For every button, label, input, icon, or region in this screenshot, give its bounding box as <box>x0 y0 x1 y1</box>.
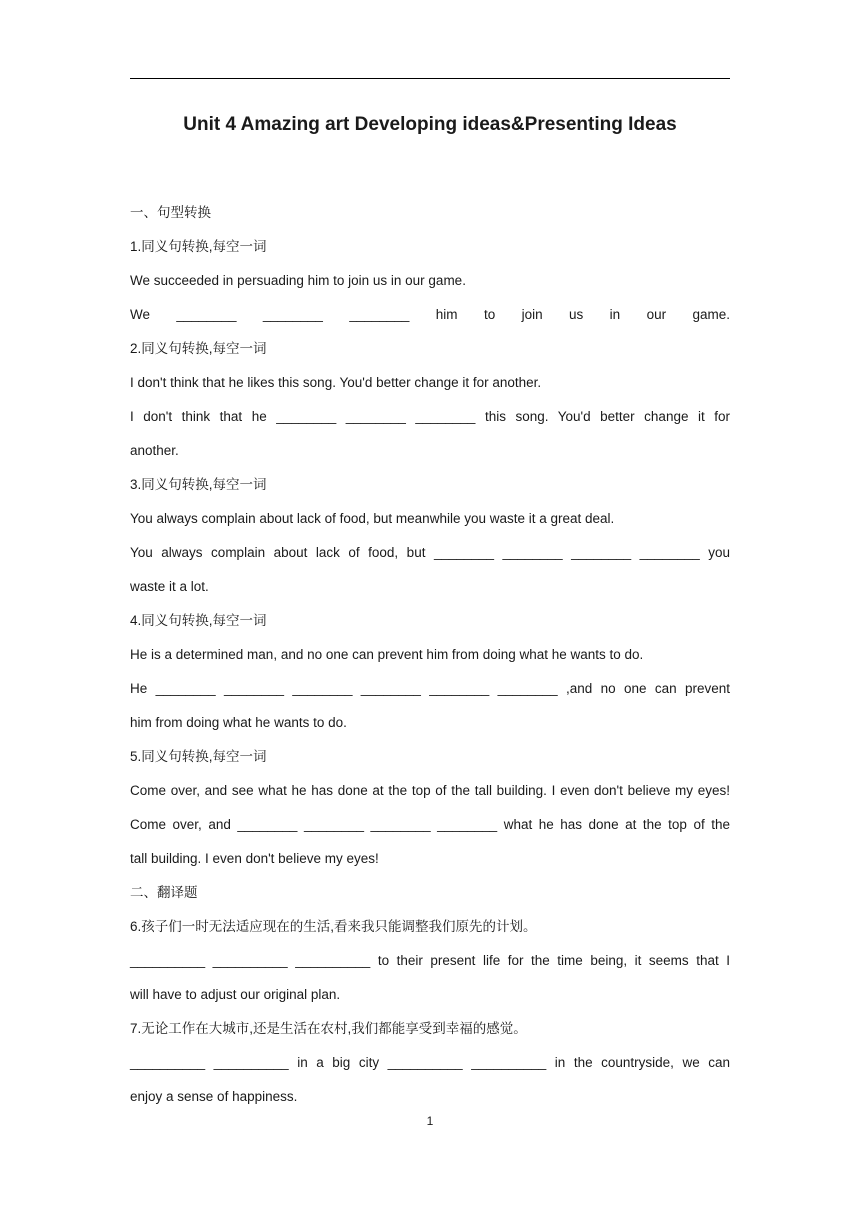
question-instruction: 1.同义句转换,每空一词 <box>130 239 267 254</box>
rewrite-line: tall building. I even don't believe my eyes! <box>130 851 379 866</box>
section-heading: 一、句型转换 <box>130 205 211 221</box>
page-title: Unit 4 Amazing art Developing ideas&Presenting Ideas <box>183 114 677 135</box>
original-sentence: Come over, and see what he has done at the top of the tall building. I even don't believe my eyes! <box>130 783 730 798</box>
question-instruction: 6.孩子们一时无法适应现在的生活,看来我只能调整我们原先的计划。 <box>130 919 537 934</box>
rewrite-line: __________ __________ __________ to their present life for the time being, it seems that I <box>130 953 730 968</box>
rewrite-line: __________ __________ in a big city __________ __________ in the countryside, we can <box>130 1055 730 1070</box>
rewrite-line: another. <box>130 443 179 458</box>
question-instruction: 7.无论工作在大城市,还是生活在农村,我们都能享受到幸福的感觉。 <box>130 1021 527 1036</box>
section-heading: 二、翻译题 <box>130 885 198 901</box>
rewrite-line: enjoy a sense of happiness. <box>130 1089 298 1104</box>
rewrite-line: He ________ ________ ________ ________ ________ ________ ,and no one can prevent <box>130 681 730 696</box>
rewrite-line: You always complain about lack of food, but ________ ________ ________ ________ you <box>130 545 730 560</box>
rewrite-line: We ________ ________ ________ him to join us in our game. <box>130 307 730 322</box>
rewrite-line: I don't think that he ________ ________ ________ this song. You'd better change it for <box>130 409 730 424</box>
question-instruction: 5.同义句转换,每空一词 <box>130 749 267 764</box>
page-number: 1 <box>426 1114 434 1128</box>
original-sentence: I don't think that he likes this song. You'd better change it for another. <box>130 375 542 390</box>
rewrite-line: will have to adjust our original plan. <box>130 987 341 1002</box>
original-sentence: You always complain about lack of food, but meanwhile you waste it a great deal. <box>130 511 615 526</box>
question-instruction: 2.同义句转换,每空一词 <box>130 341 267 356</box>
original-sentence: He is a determined man, and no one can prevent him from doing what he wants to do. <box>130 647 644 662</box>
rewrite-line: Come over, and ________ ________ ________ ________ what he has done at the top of the <box>130 817 730 832</box>
question-instruction: 3.同义句转换,每空一词 <box>130 477 267 492</box>
question-instruction: 4.同义句转换,每空一词 <box>130 613 267 628</box>
worksheet-body <box>130 196 730 1114</box>
rewrite-line: him from doing what he wants to do. <box>130 715 347 730</box>
original-sentence: We succeeded in persuading him to join us in our game. <box>130 273 466 288</box>
header-rule <box>130 78 730 79</box>
rewrite-line: waste it a lot. <box>130 579 209 594</box>
